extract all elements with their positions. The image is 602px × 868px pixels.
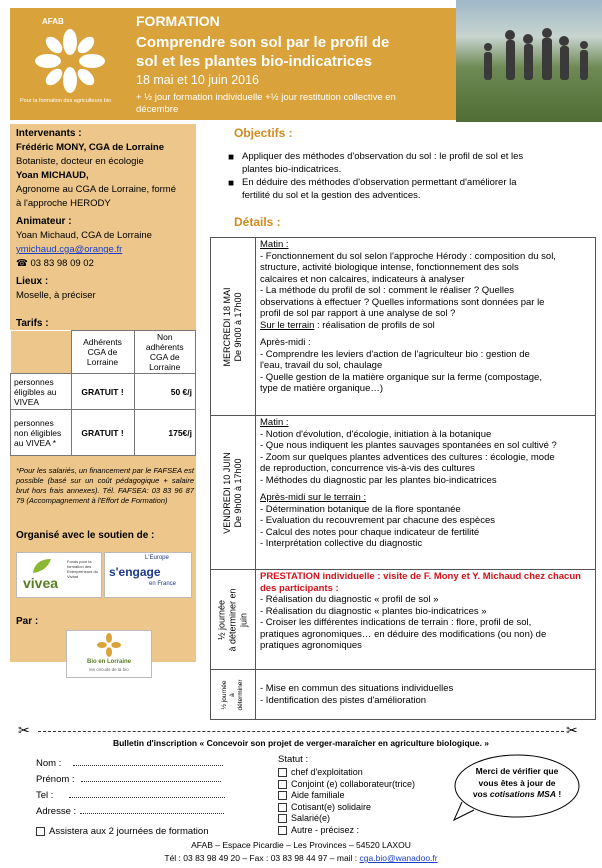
day1-hours: De 9h00 à 17h00	[233, 291, 243, 362]
adresse-field[interactable]	[36, 806, 224, 817]
assister-label: Assistera aux 2 journées de formation	[49, 826, 209, 837]
day1-terrain-text: : réalisation de profils de sol	[314, 319, 435, 331]
day2-m1: - Notion d'évolution, d'écologie, initiation à la botanique	[260, 428, 492, 440]
statut-label-1: Conjoint (e) collaborateur(trice)	[291, 778, 416, 789]
day4-label3: déterminer	[237, 678, 244, 711]
day1-label: MERCREDI 18 MAI	[222, 286, 232, 367]
statut-option-5[interactable]	[278, 825, 415, 837]
day2-label: VENDREDI 10 JUIN	[222, 451, 232, 534]
scissors-left-icon: ✂	[18, 722, 30, 738]
statut-label-4: Salarié(e)	[291, 813, 331, 823]
tel-label: Tel :	[36, 790, 54, 801]
day2-a4: - Interprétation collective du diagnostic	[260, 538, 423, 549]
europe-logo	[104, 552, 192, 598]
day3-head2: des participants :	[260, 582, 339, 594]
tarifs-col-adherents: Adhérents CGA de Lorraine	[71, 331, 134, 374]
details-title: Détails :	[234, 215, 281, 229]
animateur-email-link[interactable]: ymichaud.cga@orange.fr	[16, 244, 123, 255]
dates: 18 mai et 10 juin 2016	[136, 73, 260, 87]
day2-row	[211, 416, 596, 570]
animateur-name: Yoan Michaud, CGA de Lorraine	[16, 230, 152, 241]
statut-option-4[interactable]	[278, 813, 415, 825]
tarifs-row1-adherents: GRATUIT !	[71, 374, 134, 410]
par-label: Par :	[16, 616, 39, 627]
logo-tagline: Pour la formation des agriculteurs bio	[20, 98, 112, 104]
lieux-value: Moselle, à préciser	[16, 290, 96, 301]
day4-item1: - Mise en commun des situations individuelles	[260, 683, 454, 694]
scissors-right-icon: ✂	[566, 722, 578, 738]
intervenant1-role: Botaniste, docteur en écologie	[16, 156, 144, 167]
day2-vertical-label	[222, 452, 244, 534]
intervenant2-role2: à l'approche HERODY	[16, 198, 111, 209]
day1-m6: profil de sol par rapport à une analyse de sol ?	[260, 308, 456, 319]
day2-matin-label: Matin :	[260, 417, 289, 428]
tarifs-col-non-adherents: Non adhérents CGA de Lorraine	[134, 331, 196, 374]
assister-option[interactable]	[36, 826, 208, 837]
statut-checkbox-0[interactable]	[278, 768, 287, 777]
tel-field[interactable]	[36, 790, 225, 801]
intervenant2-role1: Agronome au CGA de Lorraine, formé	[16, 184, 177, 195]
day1-m3: calcaires et non calcaires, indicateurs à analyser	[260, 273, 465, 285]
vivea-small: Fonds pour la formation des Entrepreneurs du Vivant	[67, 559, 98, 579]
day1-vertical-label	[222, 287, 244, 366]
tarifs-corner	[11, 331, 72, 374]
day4-cell	[211, 670, 256, 720]
day3-item3: - Croiser les différentes indications de terrain : flore, profil de sol,	[260, 617, 532, 628]
day1-am-label: Après-midi :	[260, 337, 311, 348]
statut-label-5: Autre - précisez :	[291, 824, 360, 835]
adresse-label: Adresse :	[36, 806, 77, 817]
day3-item2: - Réalisation du diagnostic « plantes bio-indicatrices »	[260, 605, 487, 617]
tarifs-row1-label: personnes éligibles au VIVEA	[11, 374, 72, 410]
intervenants-label: Intervenants :	[16, 128, 82, 139]
footer-contact	[0, 853, 602, 863]
intervenant1-name: Frédéric MONY, CGA de Lorraine	[16, 142, 164, 153]
tarifs-table	[10, 330, 196, 456]
lieux-label: Lieux :	[16, 276, 49, 287]
animateur-label: Animateur :	[16, 216, 72, 227]
day2-a2: - Evaluation du recouvrement par chacune des espèces	[260, 515, 495, 526]
fafsea-footnote: *Pour les salariés, un financement par le FAFSEA est possible (basé sur un coût pédagogique + salaire brut hors frais annexes). Tél. FAFSEA: 03 83 96 87 79 (Accompagnement à l'Effort de Formation)	[16, 466, 194, 505]
tarifs-row2-non-adherents: 175€/j	[134, 410, 196, 456]
objectifs-bullet-2: ■	[228, 178, 235, 189]
day1-terrain-label: Sur le terrain	[260, 319, 315, 331]
animateur-phone: ☎ 03 83 98 09 02	[16, 258, 94, 269]
tarifs-label: Tarifs :	[16, 318, 49, 329]
day2-m5: - Méthodes du diagnostic par les plantes bio-indicatrices	[260, 474, 497, 486]
bio-logo-text: Bio en Lorraine	[86, 659, 131, 665]
tarifs-row2-adherents: GRATUIT !	[71, 410, 134, 456]
europe-top: L'Europe	[145, 555, 169, 561]
assister-checkbox[interactable]	[36, 827, 45, 836]
objectifs-item1-line2: plantes bio-indicatrices.	[242, 163, 342, 175]
footer-contact-text: Tél : 03 83 98 49 20 – Fax : 03 83 98 44 97 – mail :	[164, 853, 360, 863]
prenom-field[interactable]	[36, 774, 221, 785]
statut-option-0[interactable]	[278, 767, 415, 779]
format-line2: décembre	[136, 104, 179, 115]
day2-cell	[211, 416, 256, 570]
day2-am-label: Après-midi sur le terrain :	[260, 492, 367, 503]
day2-m4: de reproduction, concurrence vis-à-vis des cultures	[260, 463, 475, 474]
day3-label2: à déterminer en	[227, 587, 238, 652]
nom-field[interactable]	[36, 758, 223, 769]
day3-cell	[211, 570, 256, 670]
day1-a4: type de matière organique…)	[260, 383, 384, 394]
kicker: FORMATION	[136, 13, 220, 29]
statut-label: Statut :	[278, 754, 309, 765]
day1-matin-label: Matin :	[260, 239, 289, 250]
statut-list	[278, 767, 415, 836]
day1-terrain	[260, 320, 591, 332]
nom-line[interactable]	[73, 765, 223, 766]
day3-item1: - Réalisation du diagnostic « profil de sol »	[260, 594, 439, 605]
footer-email-link[interactable]: cga.bio@wanadoo.fr	[359, 853, 438, 863]
day3-label3: juin	[238, 612, 249, 627]
vivea-text: vivea	[23, 575, 59, 591]
day1-m2: structure, activité biologique intense, fonctionnement des sols	[260, 262, 519, 273]
adresse-line[interactable]	[80, 813, 224, 814]
day1-m1: - Fonctionnement du sol selon l'approche Hérody : composition du sol,	[260, 250, 556, 262]
page-title-line1: Comprendre son sol par le profil de	[136, 34, 390, 51]
day2-m2: - Que nous indiquent les plantes sauvages spontanées en sol cultivé ?	[260, 440, 557, 451]
day2-content	[256, 416, 596, 570]
bubble-line3	[462, 789, 572, 801]
objectifs-bullet-1: ■	[228, 152, 235, 163]
day1-a1: - Comprendre les leviers d'action de l'agriculteur bio : gestion de	[260, 348, 530, 360]
statut-label-2: Aide familiale	[291, 790, 345, 800]
day3-item4: pratiques agronomiques… en déduire des modifications (ou non) de	[260, 628, 547, 640]
bubble-line3-em: cotisations MSA	[489, 789, 556, 799]
europe-sub: en France	[149, 581, 177, 587]
statut-option-2[interactable]	[278, 790, 415, 802]
day4-row	[211, 670, 596, 720]
statut-checkbox-5[interactable]	[278, 826, 287, 835]
day4-content	[256, 670, 596, 720]
bubble-line3-post: !	[555, 789, 562, 799]
day1-a2: l'eau, travail du sol, chaulage	[260, 360, 383, 371]
objectifs-item2-line1: En déduire des méthodes d'observation permettant d'améliorer la	[242, 177, 517, 188]
day4-item2: - Identification des pistes d'amélioration	[260, 694, 427, 706]
objectifs-item-1	[242, 151, 592, 176]
details-table	[210, 237, 596, 720]
page-title-line2: sol et les plantes bio-indicatrices	[136, 53, 372, 70]
msa-bubble-text	[462, 766, 572, 801]
bio-flower-icon	[97, 633, 121, 657]
objectifs-item-2	[242, 177, 592, 202]
tarifs-row1-non-adherents: 50 €/j	[134, 374, 196, 410]
bubble-line1: Merci de vérifier que	[475, 766, 559, 776]
bubble-line2: vous êtes à jour de	[478, 777, 556, 788]
day1-a3: - Quelle gestion de la matière organique sur la ferme (compostage,	[260, 371, 542, 383]
day3-label1: ½ journée	[216, 599, 227, 640]
bulletin-title: Bulletin d'inscription « Concevoir son projet de verger-maraîcher en agriculture biologique. »	[112, 738, 490, 748]
bio-logo-sub: les circuits de la bio	[89, 667, 129, 672]
afab-logo	[16, 14, 128, 114]
day1-m5: observations à effectuer ? Quelles informations sont données par le	[260, 296, 545, 308]
objectifs-item2-line2: fertilité du sol et la gestion des adventices.	[242, 189, 421, 201]
statut-option-3[interactable]	[278, 802, 415, 814]
day3-vertical-label	[217, 588, 250, 651]
statut-checkbox-3[interactable]	[278, 803, 287, 812]
statut-checkbox-1[interactable]	[278, 780, 287, 789]
tel-line[interactable]	[69, 797, 225, 798]
prenom-line[interactable]	[81, 781, 221, 782]
logo-text: AFAB	[42, 17, 64, 26]
bio-lorraine-logo	[66, 630, 152, 678]
day3-head1: PRESTATION individuelle : visite de F. Mony et Y. Michaud chez chacun	[260, 571, 581, 582]
soutien-label: Organisé avec le soutien de :	[16, 530, 155, 541]
cut-line	[38, 731, 564, 732]
prenom-label: Prénom :	[36, 774, 75, 785]
bubble-line3-pre: vos	[472, 789, 490, 799]
day3-row	[211, 570, 596, 670]
day2-a1: - Détermination botanique de la flore spontanée	[260, 503, 461, 515]
day2-a3: - Calcul des notes pour chaque indicateur de fertilité	[260, 526, 480, 538]
day2-hours: De 9h00 à 17h00	[233, 457, 243, 528]
day1-m4: - La méthode du profil de sol : comment le réaliser ? Quelles	[260, 285, 514, 296]
day2-m3: - Zoom sur quelques plantes adventices des cultures : écologie, mode	[260, 451, 555, 463]
day1-row	[211, 238, 596, 416]
field-photo	[456, 0, 602, 122]
nom-label: Nom :	[36, 758, 62, 769]
vivea-logo	[16, 552, 102, 598]
intervenant2-name: Yoan MICHAUD,	[16, 170, 89, 181]
format-line1: + ½ jour formation individuelle +½ jour restitution collective en	[136, 92, 396, 103]
day1-cell	[211, 238, 256, 416]
objectifs-item1-line1: Appliquer des méthodes d'observation du sol : le profil de sol et les	[242, 151, 524, 162]
footer-address: AFAB – Espace Picardie – Les Provinces – 54520 LAXOU	[191, 840, 411, 850]
statut-label-0: chef d'exploitation	[291, 767, 363, 777]
europe-main: s'engage	[109, 565, 161, 579]
statut-option-1[interactable]	[278, 779, 415, 791]
day3-content	[256, 570, 596, 670]
tarifs-row2-label: personnes non éligibles au VIVEA *	[11, 410, 72, 456]
day4-vertical-label	[221, 679, 245, 710]
objectifs-title: Objectifs :	[234, 126, 293, 140]
statut-label-3: Cotisant(e) solidaire	[291, 801, 372, 812]
statut-checkbox-2[interactable]	[278, 791, 287, 800]
day3-item5: pratiques agronomiques	[260, 640, 362, 651]
day4-label1: ½ journée	[221, 680, 228, 709]
vivea-leaf-icon	[31, 557, 53, 575]
day1-content	[256, 238, 596, 416]
statut-checkbox-4[interactable]	[278, 814, 287, 823]
day4-label2: à	[229, 692, 236, 697]
flower-icon	[34, 28, 106, 94]
